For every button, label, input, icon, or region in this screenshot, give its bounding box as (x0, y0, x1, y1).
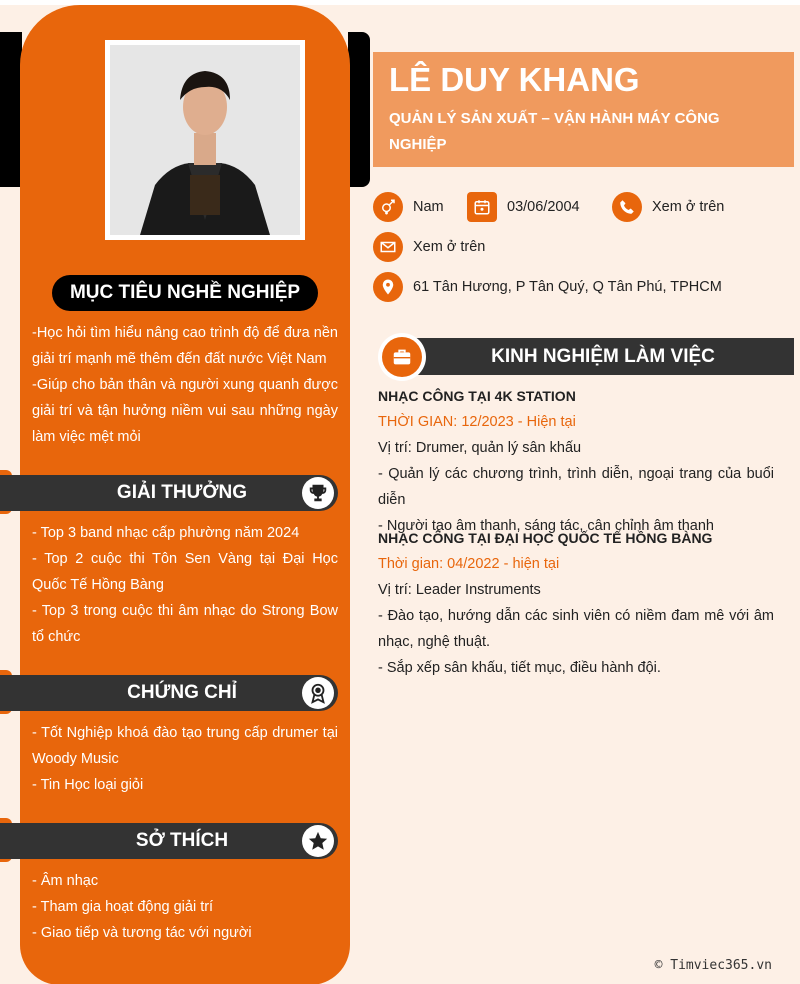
briefcase-icon (382, 337, 422, 377)
info-gender (373, 192, 444, 222)
award-item: - Top 3 trong cuộc thi âm nhạc do Strong Bow tổ chức (32, 603, 338, 645)
header-box (373, 52, 794, 167)
award-item: - Top 3 band nhạc cấp phường năm 2024 (32, 525, 300, 541)
job-title: QUẢN LÝ SẢN XUẤT – VẬN HÀNH MÁY CÔNG NGHIỆP (389, 110, 720, 153)
job-company: NHẠC CÔNG TẠI ĐẠI HỌC QUỐC TẾ HỒNG BÀNG (378, 530, 713, 546)
footer-watermark: © Timviec365.vn (654, 958, 772, 973)
certificate-item: - Tin Học loại giỏi (32, 777, 144, 793)
experience-icon-frame (378, 333, 426, 381)
hobby-item: - Giao tiếp và tương tác với người (32, 925, 252, 941)
job-duty: - Đào tạo, hướng dẫn các sinh viên có niềm đam mê với âm nhạc, nghệ thuật. (378, 608, 774, 650)
phone-icon (612, 192, 642, 222)
person-photo-illustration (110, 45, 300, 235)
objective-line: -Học hỏi tìm hiểu nâng cao trình độ để đưa nền giải trí mạnh mẽ thêm đến đất nước Việt Nam (32, 325, 338, 367)
objective-title: MỤC TIÊU NGHỀ NGHIỆP (52, 275, 318, 311)
hobby-item: - Âm nhạc (32, 873, 99, 889)
gender-icon (373, 192, 403, 222)
certificate-item: - Tốt Nghiệp khoá đào tạo trung cấp drumer tại Woody Music (32, 725, 338, 767)
experience-title: KINH NGHIỆM LÀM VIỆC (491, 346, 715, 367)
job-duty: - Sắp xếp sân khấu, tiết mục, điều hành đội. (378, 660, 661, 676)
location-icon (373, 272, 403, 302)
medal-icon (302, 677, 334, 709)
hobbies-list (32, 868, 338, 946)
profile-photo (110, 45, 300, 235)
hobby-item: - Tham gia hoạt động giải trí (32, 899, 214, 915)
objective-line: -Giúp cho bản thân và người xung quanh được giải trí và tận hưởng niềm vui sau những ngày làm việc mệt mỏi (32, 377, 338, 445)
email-value: Xem ở trên (413, 239, 486, 255)
hobbies-title: SỞ THÍCH (135, 830, 229, 851)
job-position: Vị trí: Leader Instruments (378, 582, 541, 598)
objective-text (32, 320, 338, 450)
job-entry-1 (378, 383, 774, 539)
phone-value: Xem ở trên (652, 199, 725, 215)
award-item: - Top 2 cuộc thi Tôn Sen Vàng tại Đại Học Quốc Tế Hồng Bàng (32, 551, 338, 593)
birthday-value: 03/06/2004 (507, 199, 580, 215)
job-time: Thời gian: 04/2022 - hiện tại (378, 556, 560, 572)
job-entry-2 (378, 525, 774, 681)
calendar-icon (467, 192, 497, 222)
trophy-icon (302, 477, 334, 509)
job-company: NHẠC CÔNG TẠI 4K STATION (378, 388, 576, 404)
gender-value: Nam (413, 199, 444, 215)
candidate-name: LÊ DUY KHANG (389, 61, 640, 98)
profile-photo-frame (105, 40, 305, 240)
certificates-title: CHỨNG CHỈ (127, 682, 237, 703)
decor-bar-mid (348, 32, 370, 187)
certificates-list (32, 720, 338, 798)
mail-icon (373, 232, 403, 262)
awards-list (32, 520, 338, 650)
info-address (373, 272, 722, 302)
info-phone (612, 192, 724, 222)
job-duty: - Quản lý các chương trình, trình diễn, ngoại trang của buổi diễn (378, 466, 774, 508)
job-time: THỜI GIAN: 12/2023 - Hiện tại (378, 414, 576, 430)
info-birthday (467, 192, 580, 222)
address-value: 61 Tân Hương, P Tân Quý, Q Tân Phú, TPHCM (413, 279, 722, 295)
awards-title: GIẢI THƯỞNG (116, 482, 248, 503)
job-position: Vị trí: Drumer, quản lý sân khấu (378, 440, 582, 456)
star-icon (302, 825, 334, 857)
job-duty: - Người tạo âm thanh, sáng tác, cân chỉnh âm thanh (378, 518, 714, 534)
decor-bar-left (0, 32, 22, 187)
info-email (373, 232, 485, 262)
